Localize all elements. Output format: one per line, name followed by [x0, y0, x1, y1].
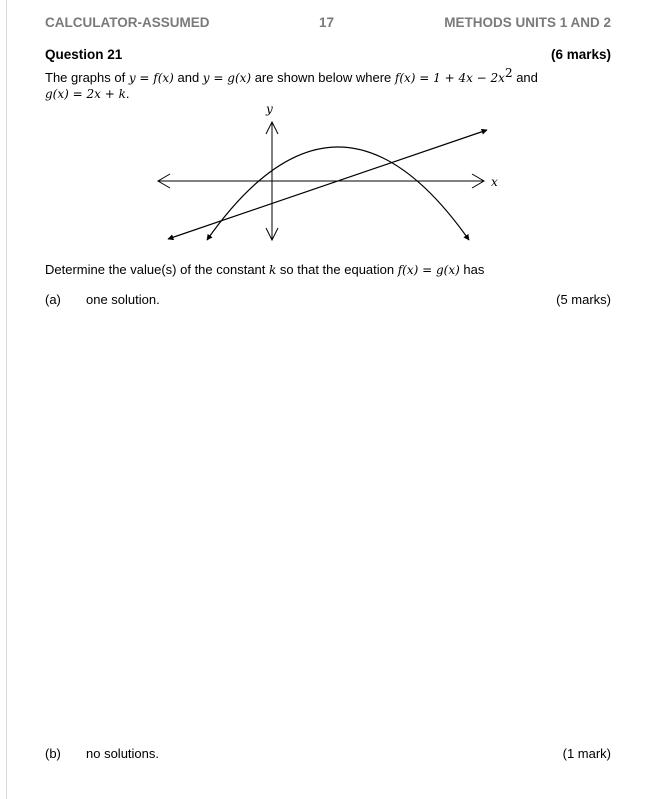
intro-text-3: are shown below where	[251, 70, 395, 85]
part-b-text: no solutions.	[86, 746, 159, 761]
intro-text-5: .	[125, 86, 130, 101]
page-margin-line	[6, 0, 7, 799]
part-b-label: (b)	[45, 746, 61, 761]
page-number: 17	[318, 15, 335, 30]
determine-text-1: Determine the value(s) of the constant	[45, 262, 270, 277]
equation-f-equals-g: f(x) = g(x)	[397, 263, 460, 277]
constant-k: k	[269, 263, 277, 277]
graph-figure	[150, 98, 510, 248]
header-left: CALCULATOR-ASSUMED	[45, 15, 210, 30]
intro-text-2: and	[173, 70, 203, 85]
f-definition	[394, 66, 513, 85]
determine-text-3: has	[459, 262, 485, 277]
intro-text-1: The graphs of	[45, 70, 129, 85]
part-a-text: one solution.	[86, 292, 160, 307]
determine-prompt	[45, 262, 484, 277]
part-b-marks: (1 mark)	[562, 746, 611, 761]
y-axis-label: y	[266, 102, 273, 116]
f-definition-base: f(x) = 1 + 4x − 2x	[394, 71, 505, 85]
f-graph-equation: y = f(x)	[128, 71, 174, 85]
f-definition-exponent: 2	[504, 66, 513, 80]
x-axis-label: x	[491, 175, 498, 189]
determine-text-2: so that the equation	[276, 262, 398, 277]
question-title: Question 21	[45, 47, 123, 62]
part-a-label: (a)	[45, 292, 61, 307]
g-definition: g(x) = 2x + k	[45, 87, 126, 101]
g-graph-equation: y = g(x)	[202, 71, 252, 85]
question-marks: (6 marks)	[550, 47, 611, 62]
parabola-f-curve	[207, 147, 469, 240]
line-g	[168, 130, 487, 239]
part-a-marks: (5 marks)	[556, 292, 611, 307]
intro-text-4: and	[512, 70, 538, 85]
header-right: METHODS UNITS 1 AND 2	[444, 15, 611, 30]
